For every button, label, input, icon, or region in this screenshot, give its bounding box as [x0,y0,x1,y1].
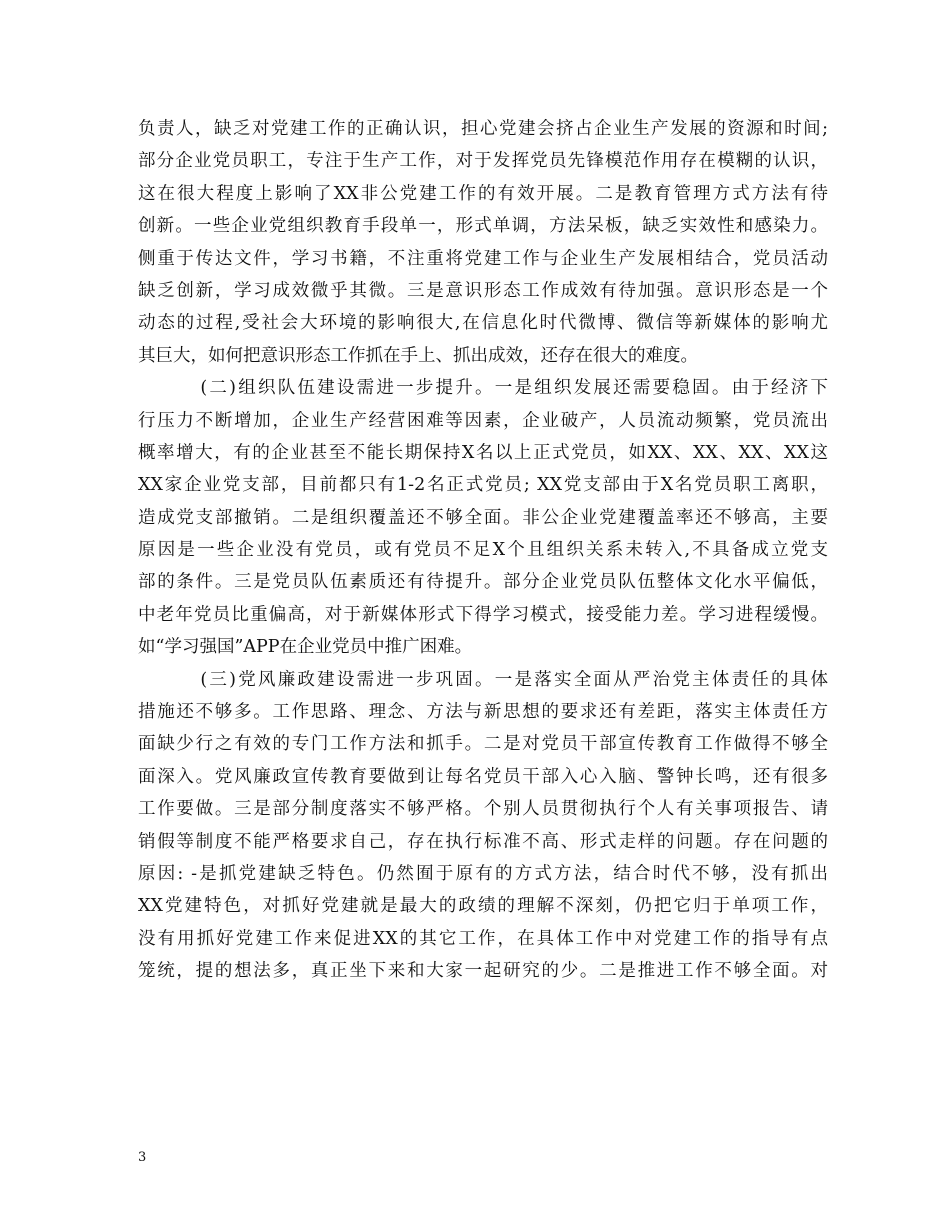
text-line: (三)党风廉政建设需进一步巩固。一是落实全面从严治党主体责任的具体 [138,669,828,690]
text-line: 没有用抓好党建工作来促进XX的其它工作，在具体工作中对党建工作的指导有点 [138,928,828,949]
text-line: 原因是一些企业没有党员，或有党员不足X个且组织关系未转入,不具备成立党支 [138,540,828,561]
text-line: 部的条件。三是党员队伍素质还有待提升。部分企业党员队伍整体文化水平偏低， [138,572,828,593]
text-line: 措施还不够多。工作思路、理念、方法与新思想的要求还有差距，落实主体责任方 [138,702,828,723]
text-line: 缺乏创新，学习成效微乎其微。三是意识形态工作成效有待加强。意识形态是一个 [138,280,828,301]
text-line: 造成党支部撤销。二是组织覆盖还不够全面。非公企业党建覆盖率还不够高，主要 [138,507,828,528]
text-line: 工作要做。三是部分制度落实不够严格。个别人员贯彻执行个人有关事项报告、请 [138,799,828,820]
page-number: 3 [138,1150,147,1165]
text-line: 这在很大程度上影响了XX非公党建工作的有效开展。二是教育管理方式方法有待 [138,183,828,204]
text-line: 原因: -是抓党建缺乏特色。仍然囿于原有的方式方法，结合时代不够，没有抓出 [138,863,828,884]
text-line: 销假等制度不能严格要求自己，存在执行标准不高、形式走样的问题。存在问题的 [138,831,828,852]
text-line: 创新。一些企业党组织教育手段单一，形式单调，方法呆板，缺乏实效性和感染力。 [138,216,828,237]
body-text [138,113,828,988]
text-line: 如“学习强国”APP在企业党员中推广困难。 [138,637,473,658]
text-line: 侧重于传达文件，学习书籍，不注重将党建工作与企业生产发展相结合，党员活动 [138,248,828,269]
text-line: 面深入。党风廉政宣传教育要做到让每名党员干部入心入脑、警钟长鸣，还有很多 [138,766,828,787]
text-line: 部分企业党员职工，专注于生产工作，对于发挥党员先锋模范作用存在模糊的认识， [138,151,828,172]
text-line: 动态的过程,受社会大环境的影响很大,在信息化时代微博、微信等新媒体的影响尤 [138,313,828,334]
text-line: XX党建特色，对抓好党建就是最大的政绩的理解不深刻，仍把它归于单项工作， [138,896,828,917]
text-line: 行压力不断增加，企业生产经营困难等因素，企业破产，人员流动频繁，党员流出 [138,410,828,431]
text-line: (二)组织队伍建设需进一步提升。一是组织发展还需要稳固。由于经济下 [138,378,828,399]
text-line: 概率增大，有的企业甚至不能长期保持X名以上正式党员，如XX、XX、XX、XX这 [138,442,828,463]
text-line: 面缺少行之有效的专门工作方法和抓手。二是对党员干部宣传教育工作做得不够全 [138,734,828,755]
text-line: 其巨大，如何把意识形态工作抓在手上、抓出成效，还存在很大的难度。 [138,345,698,366]
text-line: 中老年党员比重偏高，对于新媒体形式下得学习模式，接受能力差。学习进程缓慢。 [138,604,828,625]
text-line: XX家企业党支部，目前都只有1-2名正式党员; XX党支部由于X名党员职工离职， [138,475,828,496]
text-line: 负责人，缺乏对党建工作的正确认识，担心党建会挤占企业生产发展的资源和时间; [138,119,828,139]
text-line: 笼统，提的想法多，真正坐下来和大家一起研究的少。二是推进工作不够全面。对 [138,961,828,982]
